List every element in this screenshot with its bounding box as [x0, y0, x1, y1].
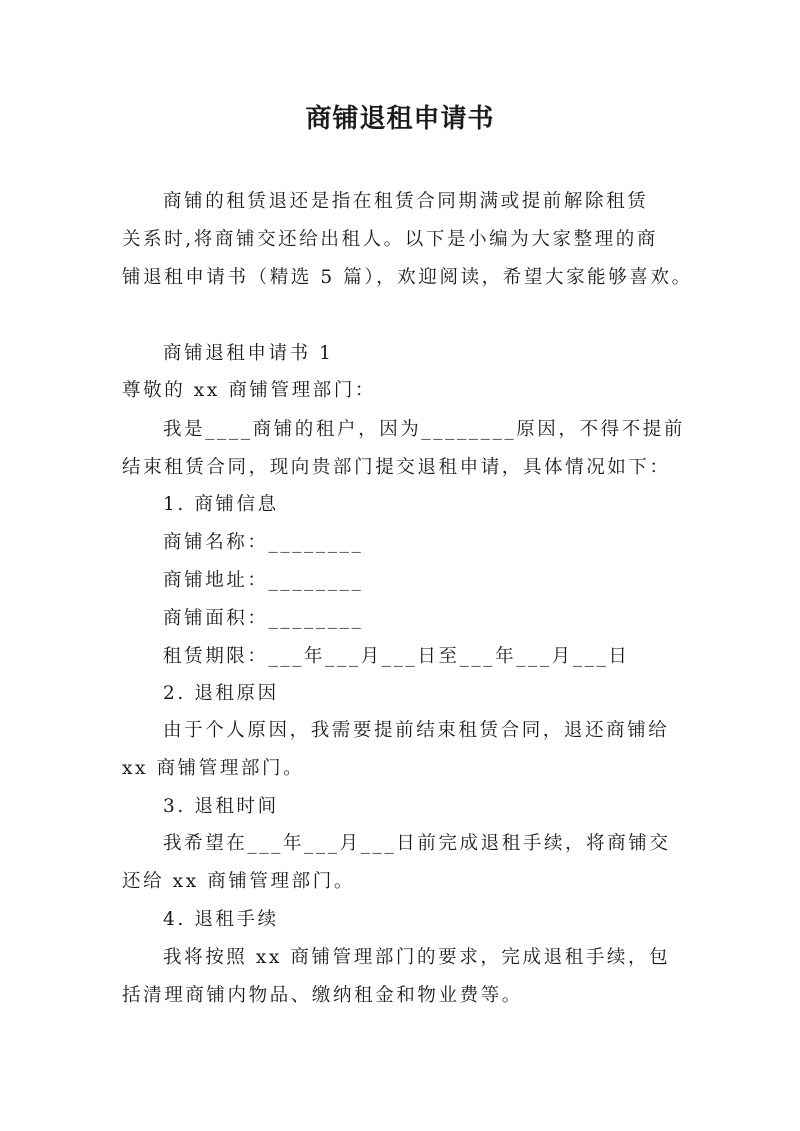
list-heading: 1. 商铺信息: [163, 494, 279, 515]
intro-line: 铺退租申请书（精选 5 篇），欢迎阅读，希望大家能够喜欢。: [122, 267, 693, 288]
form-field-shop-area: 商铺面积：________: [163, 608, 364, 629]
body-line: 我希望在___年___月___日前完成退租手续，将商铺交: [163, 833, 671, 854]
section-heading: 商铺退租申请书 1: [163, 343, 334, 364]
body-line: 结束租赁合同，现向贵部门提交退租申请，具体情况如下：: [122, 457, 671, 478]
intro-line: 关系时,将商铺交还给出租人。以下是小编为大家整理的商: [122, 229, 658, 250]
list-heading: 3. 退租时间: [163, 796, 279, 817]
body-line: 由于个人原因，我需要提前结束租赁合同，退还商铺给: [163, 720, 670, 741]
body-line: 括清理商铺内物品、缴纳租金和物业费等。: [122, 985, 523, 1006]
form-field-shop-name: 商铺名称：________: [163, 532, 364, 553]
body-line: xx 商铺管理部门。: [122, 758, 305, 779]
document-title: 商铺退租申请书: [305, 104, 495, 134]
list-heading: 4. 退租手续: [163, 909, 279, 930]
form-field-shop-address: 商铺地址：________: [163, 570, 364, 591]
form-field-lease-term: 租赁期限：___年___月___日至___年___月___日: [163, 646, 630, 667]
body-line: 我将按照 xx 商铺管理部门的要求，完成退租手续，包: [163, 947, 671, 968]
salutation: 尊敬的 xx 商铺管理部门：: [122, 380, 377, 401]
body-line: 还给 xx 商铺管理部门。: [122, 871, 355, 892]
intro-line: 商铺的租赁退还是指在租赁合同期满或提前解除租赁: [163, 191, 649, 212]
body-line: 我是____商铺的租户，因为________原因，不得不提前: [163, 419, 686, 440]
list-heading: 2. 退租原因: [163, 683, 279, 704]
